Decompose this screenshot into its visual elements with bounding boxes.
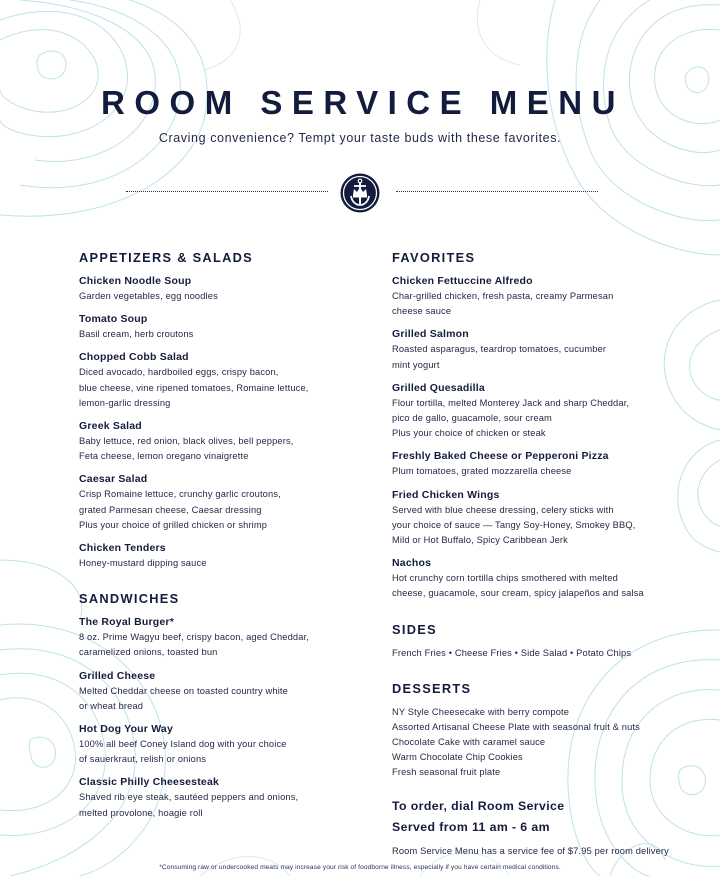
- menu-item: [392, 274, 692, 319]
- item-description: 8 oz. Prime Wagyu beef, crispy bacon, aged Cheddar,: [79, 632, 310, 643]
- menu-item: [392, 449, 692, 479]
- section-title-appetizers: APPETIZERS & SALADS: [79, 250, 254, 265]
- item-description: Hot crunchy corn tortilla chips smothered with melted: [392, 573, 618, 584]
- menu-item: [79, 615, 379, 660]
- foodborne-illness-disclaimer: *Consuming raw or undercooked meats may increase your risk of foodborne illness, especially if you have certain medical conditions.: [159, 864, 561, 871]
- section-title-sandwiches: SANDWICHES: [79, 591, 180, 607]
- item-name: Fried Chicken Wings: [392, 488, 500, 501]
- item-description: Plus your choice of grilled chicken or shrimp: [79, 519, 268, 530]
- crown-anchor-logo-icon: [339, 172, 381, 214]
- item-name: Chopped Cobb Salad: [79, 351, 189, 364]
- dessert-item: Assorted Artisanal Cheese Plate with seasonal fruit & nuts: [392, 721, 640, 732]
- item-name: Grilled Salmon: [392, 328, 469, 341]
- right-column: [392, 250, 692, 859]
- dotted-divider-right: [396, 191, 598, 192]
- item-description: Honey-mustard dipping sauce: [79, 558, 207, 569]
- page-subtitle: Craving convenience? Tempt your taste buds with these favorites.: [158, 131, 562, 145]
- dessert-item: NY Style Cheesecake with berry compote: [392, 706, 570, 717]
- item-description: Plus your choice of chicken or steak: [392, 428, 546, 439]
- menu-item: [392, 556, 692, 601]
- menu-item: [392, 488, 692, 549]
- item-description: your choice of sauce — Tangy Soy-Honey, Smokey BBQ,: [392, 519, 636, 530]
- item-name: Chicken Tenders: [79, 542, 166, 555]
- order-instructions: To order, dial Room Service: [392, 799, 565, 814]
- item-name: Grilled Quesadilla: [392, 381, 485, 394]
- item-name: Freshly Baked Cheese or Pepperoni Pizza: [392, 450, 609, 463]
- item-description: Garden vegetables, egg noodles: [79, 291, 218, 301]
- menu-item: [79, 669, 379, 714]
- item-name: Tomato Soup: [79, 313, 148, 326]
- item-name: Hot Dog Your Way: [79, 723, 174, 736]
- item-name: The Royal Burger*: [79, 616, 175, 629]
- item-description: Served with blue cheese dressing, celery sticks with: [392, 504, 614, 515]
- item-name: Chicken Fettuccine Alfredo: [392, 275, 533, 287]
- section-title-sides: SIDES: [392, 621, 437, 637]
- menu-item: [79, 775, 379, 820]
- menu-item: [392, 327, 692, 372]
- item-description: Crisp Romaine lettuce, crunchy garlic croutons,: [79, 489, 281, 500]
- service-fee-note: Room Service Menu has a service fee of $7.95 per room delivery: [392, 846, 669, 857]
- item-description: Melted Cheddar cheese on toasted country white: [79, 685, 288, 696]
- dessert-item: Chocolate Cake with caramel sauce: [392, 736, 546, 747]
- menu-item: [79, 419, 379, 464]
- item-description: 100% all beef Coney Island dog with your choice: [79, 739, 287, 750]
- item-name: Chicken Noodle Soup: [79, 275, 192, 287]
- item-description: caramelized onions, toasted bun: [79, 647, 218, 658]
- menu-item: [392, 381, 692, 442]
- item-description: Diced avocado, hardboiled eggs, crispy bacon,: [79, 367, 279, 378]
- item-description: cheese sauce: [392, 306, 452, 317]
- dessert-item: Fresh seasonal fruit plate: [392, 767, 501, 778]
- sides-list: French Fries • Cheese Fries • Side Salad • Potato Chips: [392, 647, 632, 658]
- item-name: Caesar Salad: [79, 473, 148, 486]
- section-title-desserts: DESSERTS: [392, 680, 472, 696]
- item-description: Basil cream, herb croutons: [79, 329, 194, 340]
- item-description: Plum tomatoes, grated mozzarella cheese: [392, 466, 572, 477]
- item-description: grated Parmesan cheese, Caesar dressing: [79, 504, 262, 515]
- left-column: [79, 250, 379, 829]
- item-description: pico de gallo, guacamole, sour cream: [392, 413, 552, 424]
- item-name: Classic Philly Cheesesteak: [79, 776, 220, 789]
- item-name: Nachos: [392, 557, 432, 570]
- item-name: Greek Salad: [79, 420, 142, 433]
- item-description: of sauerkraut, relish or onions: [79, 754, 207, 765]
- section-title-favorites: FAVORITES: [392, 250, 476, 265]
- item-description: cheese, guacamole, sour cream, spicy jalapeños and salsa: [392, 588, 644, 599]
- menu-item: [79, 541, 379, 571]
- menu-item: [79, 722, 379, 767]
- item-description: mint yogurt: [392, 359, 440, 370]
- item-description: Char-grilled chicken, fresh pasta, creamy Parmesan: [392, 291, 614, 301]
- page-title: ROOM SERVICE MENU: [101, 84, 625, 121]
- item-description: Roasted asparagus, teardrop tomatoes, cucumber: [392, 344, 607, 355]
- service-hours: Served from 11 am - 6 am: [392, 820, 550, 835]
- item-description: melted provolone, hoagie roll: [79, 807, 203, 818]
- item-description: Shaved rib eye steak, sautéed peppers and onions,: [79, 792, 299, 803]
- item-description: lemon-garlic dressing: [79, 397, 171, 408]
- item-description: blue cheese, vine ripened tomatoes, Romaine lettuce,: [79, 382, 309, 393]
- item-name: Grilled Cheese: [79, 669, 156, 682]
- dessert-item: Warm Chocolate Chip Cookies: [392, 752, 523, 763]
- item-description: Mild or Hot Buffalo, Spicy Caribbean Jerk: [392, 535, 568, 546]
- item-description: Flour tortilla, melted Monterey Jack and sharp Cheddar,: [392, 397, 630, 408]
- item-description: or wheat bread: [79, 700, 144, 711]
- item-description: Baby lettuce, red onion, black olives, bell peppers,: [79, 436, 294, 447]
- dotted-divider-left: [126, 191, 328, 192]
- menu-item: [79, 312, 379, 342]
- menu-item: [79, 350, 379, 411]
- menu-item: [79, 472, 379, 533]
- menu-item: [79, 274, 379, 304]
- item-description: Feta cheese, lemon oregano vinaigrette: [79, 451, 249, 462]
